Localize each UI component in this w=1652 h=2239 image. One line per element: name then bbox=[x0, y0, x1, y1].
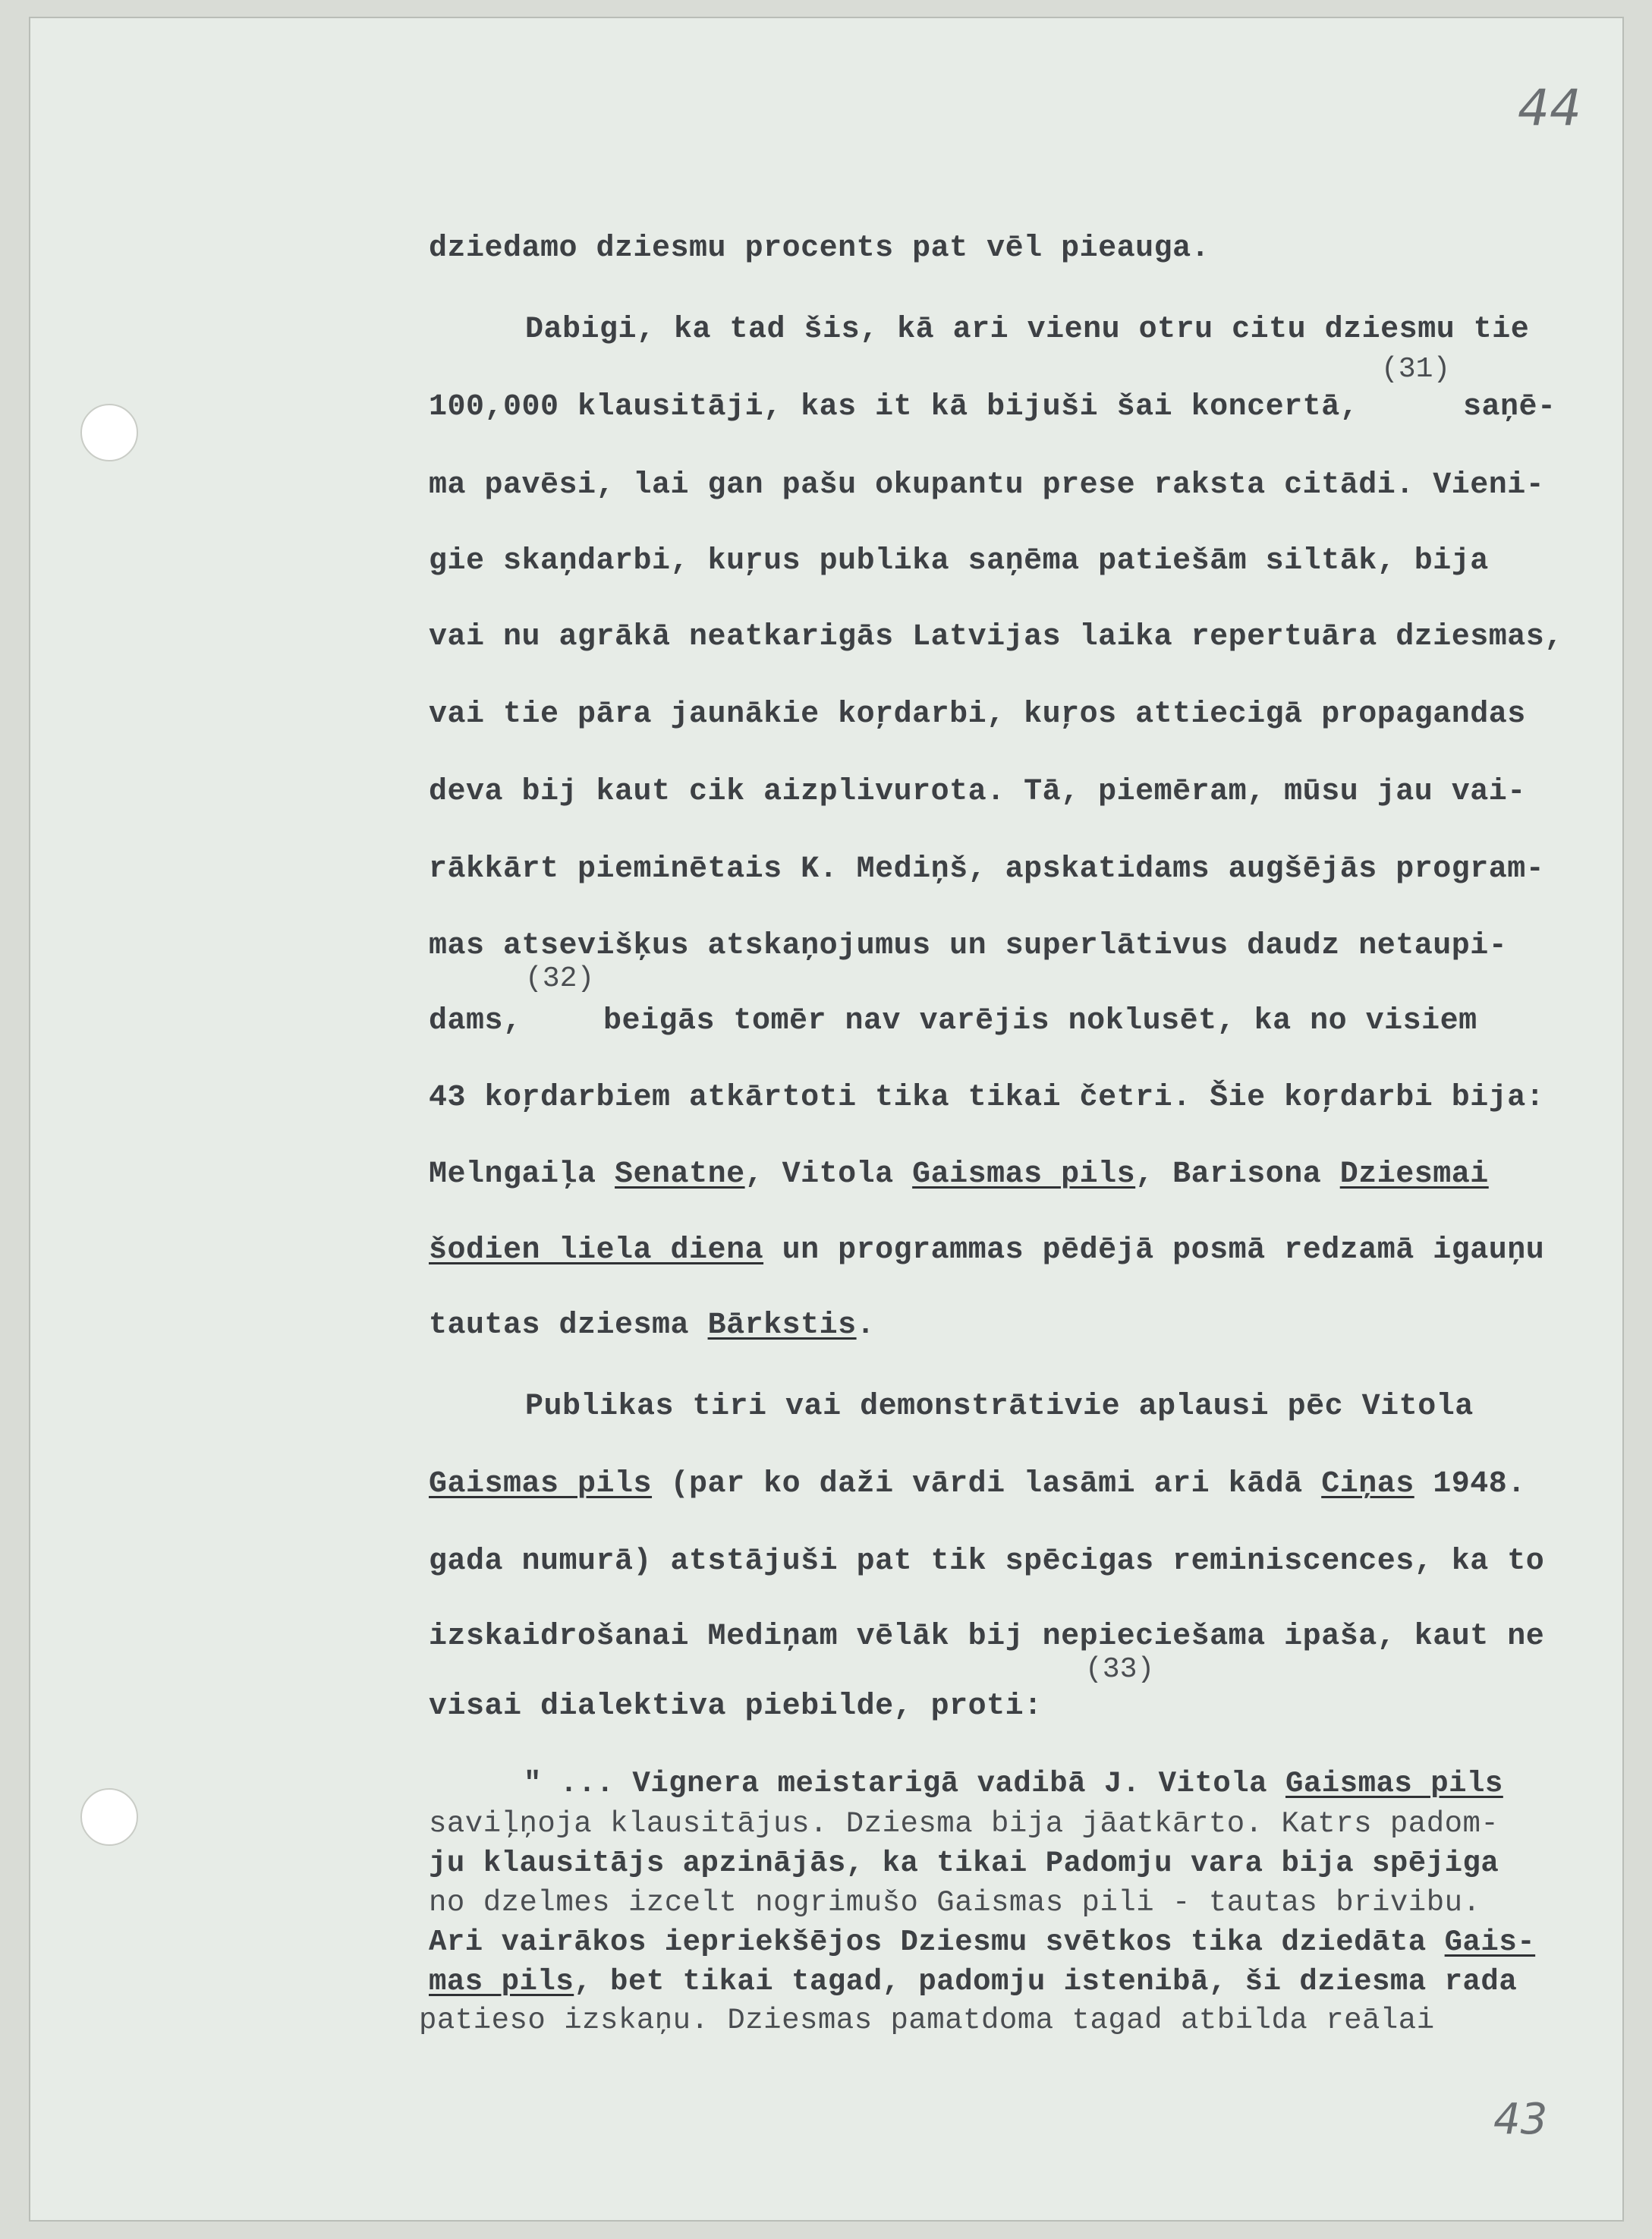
page-number-handwritten-bottom: 43 bbox=[1493, 2095, 1548, 2144]
text-span: 1948. bbox=[1414, 1467, 1526, 1501]
text-line-15 bbox=[429, 1308, 875, 1343]
text-span: (par ko daži vārdi lasāmi ari kādā bbox=[652, 1467, 1322, 1501]
quote-line-7: patieso izskaņu. Dziesmas pamatdoma tagad atbilda reālai bbox=[419, 2004, 1435, 2037]
text-span: tautas dziesma bbox=[429, 1308, 708, 1343]
text-line-10: mas atsevišķus atskaņojumus un superlātivus daudz netaupi- bbox=[429, 929, 1508, 963]
underlined-title: Gaismas pils bbox=[912, 1157, 1136, 1192]
text-line-20: visai dialektiva piebilde, proti: bbox=[429, 1689, 1043, 1724]
text-line-8: deva bij kaut cik aizplivurota. Tā, piemēram, mūsu jau vai- bbox=[429, 775, 1526, 809]
underlined-title: Gaismas pils bbox=[429, 1467, 653, 1501]
text-line-3b: saņē- bbox=[1463, 390, 1556, 424]
text-span: Melngaiļa bbox=[429, 1157, 615, 1192]
text-span: , Vitola bbox=[744, 1157, 913, 1192]
text-line-7: vai tie pāra jaunākie koŗdarbi, kuŗos attiecigā propagandas bbox=[429, 698, 1526, 732]
text-line-11b: beigās tomēr nav varējis noklusēt, ka no visiem bbox=[603, 1004, 1477, 1038]
quote-line-5 bbox=[429, 1926, 1535, 1959]
quote-line-3: ju klausitājs apzinājās, ka tikai Padomju vara bija spējiga bbox=[429, 1847, 1499, 1880]
footnote-ref-31: (31) bbox=[1381, 353, 1451, 386]
text-line-12: 43 koŗdarbiem atkārtoti tika tikai četri. Šie koŗdarbi bija: bbox=[429, 1081, 1545, 1115]
text-line-14 bbox=[429, 1233, 1544, 1268]
text-span: un programmas pēdējā posmā redzamā igauņu bbox=[763, 1233, 1545, 1268]
punch-hole-top bbox=[80, 404, 138, 461]
text-line-5: gie skaņdarbi, kuŗus publika saņēma patiešām siltāk, bija bbox=[429, 544, 1489, 578]
text-line-2: Dabigi, ka tad šis, kā ari vienu otru citu dziesmu tie bbox=[525, 313, 1530, 347]
underlined-title: Gaismas pils bbox=[1285, 1767, 1503, 1800]
punch-hole-bottom bbox=[80, 1788, 138, 1846]
text-line-11a: dams, bbox=[429, 1004, 522, 1038]
footnote-ref-33: (33) bbox=[1085, 1653, 1155, 1686]
footnote-ref-32: (32) bbox=[525, 962, 595, 995]
text-line-9: rākkārt pieminētais K. Mediņš, apskatidams augšējās program- bbox=[429, 852, 1545, 886]
text-line-1: dziedamo dziesmu procents pat vēl pieauga. bbox=[429, 231, 1210, 266]
text-line-6: vai nu agrākā neatkarigās Latvijas laika repertuāra dziesmas, bbox=[429, 620, 1563, 654]
text-line-17 bbox=[429, 1467, 1526, 1501]
underlined-title: šodien liela diena bbox=[429, 1233, 764, 1268]
text-line-3a: 100,000 klausitāji, kas it kā bijuši šai koncertā, bbox=[429, 390, 1359, 424]
text-line-19: izskaidrošanai Mediņam vēlāk bij nepieciešama ipaša, kaut ne bbox=[429, 1620, 1545, 1654]
text-span: , Barisona bbox=[1135, 1157, 1340, 1192]
underlined-title: mas pils bbox=[429, 1965, 574, 1998]
underlined-title: Senatne bbox=[615, 1157, 745, 1192]
underlined-title: Ciņas bbox=[1321, 1467, 1414, 1501]
quote-line-1 bbox=[524, 1767, 1503, 1800]
quote-line-4: no dzelmes izcelt nogrimušo Gaismas pili - tautas brivibu. bbox=[429, 1886, 1481, 1919]
underlined-title: Gais- bbox=[1444, 1926, 1536, 1959]
underlined-title: Dziesmai bbox=[1339, 1157, 1489, 1192]
text-line-18: gada numurā) atstājuši pat tik spēcigas reminiscences, ka to bbox=[429, 1545, 1545, 1579]
page-number-handwritten-top: 44 bbox=[1518, 79, 1581, 137]
text-line-4: ma pavēsi, lai gan pašu okupantu prese raksta citādi. Vieni- bbox=[429, 468, 1545, 502]
quote-line-2: saviļņoja klausitājus. Dziesma bija jāatkārto. Katrs padom- bbox=[429, 1807, 1499, 1841]
text-span: Ari vairākos iepriekšējos Dziesmu svētkos tika dziedāta bbox=[429, 1926, 1445, 1959]
text-span: . bbox=[856, 1308, 876, 1343]
underlined-title: Bārkstis bbox=[707, 1308, 857, 1343]
text-span: " ... Vignera meistarigā vadibā J. Vitola bbox=[524, 1767, 1285, 1800]
text-span: , bet tikai tagad, padomju istenibā, ši dziesma rada bbox=[574, 1965, 1518, 1998]
text-line-13 bbox=[429, 1157, 1489, 1192]
text-line-16: Publikas tiri vai demonstrātivie aplausi pēc Vitola bbox=[525, 1390, 1474, 1424]
quote-line-6 bbox=[429, 1965, 1517, 1998]
